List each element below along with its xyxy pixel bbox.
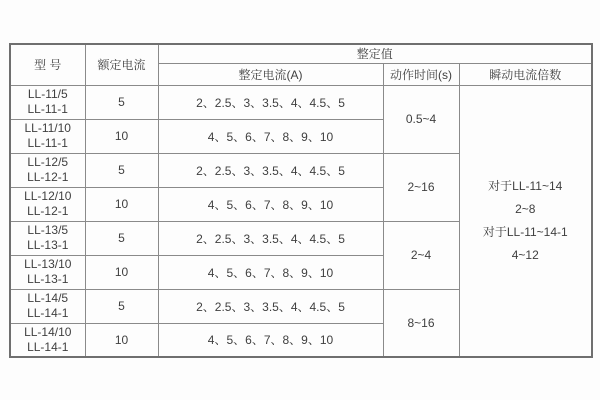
rated-current-cell: 5 (85, 85, 158, 119)
table-row (10, 85, 592, 119)
operate-time-cell: 8~16 (383, 289, 459, 357)
operate-time-cell: 0.5~4 (383, 85, 459, 153)
model-line: LL-14-1 (27, 306, 69, 320)
model-line: LL-13/10 (24, 257, 72, 271)
operate-time-cell: 2~16 (383, 153, 459, 221)
model-line: LL-11-1 (27, 102, 68, 116)
model-cell (10, 221, 85, 255)
rated-current-cell: 10 (85, 255, 158, 289)
header-setting-current: 整定电流(A) (158, 63, 383, 85)
setting-current-cell: 2、2.5、3、3.5、4、4.5、5 (158, 221, 383, 255)
instant-line: 对于LL-11~14 (488, 178, 563, 193)
model-cell (10, 289, 85, 323)
header-setting-value: 整定值 (158, 44, 592, 63)
model-cell (10, 153, 85, 187)
instant-line: 对于LL-11~14-1 (482, 224, 568, 239)
model-line: LL-13-1 (27, 238, 69, 252)
instant-line: 2~8 (515, 201, 536, 216)
rated-current-cell: 5 (85, 221, 158, 255)
setting-current-cell: 2、2.5、3、3.5、4、4.5、5 (158, 153, 383, 187)
model-line: LL-12-1 (27, 204, 69, 218)
operate-time-cell: 2~4 (383, 221, 459, 289)
model-line: LL-12-1 (27, 170, 69, 184)
setting-current-cell: 4、5、6、7、8、9、10 (158, 323, 383, 357)
model-line: LL-13/5 (27, 223, 69, 237)
setting-current-cell: 2、2.5、3、3.5、4、4.5、5 (158, 85, 383, 119)
model-line: LL-14-1 (27, 339, 69, 354)
model-line: LL-12/5 (27, 155, 69, 169)
model-line: LL-12/10 (24, 189, 72, 203)
model-cell (10, 323, 85, 357)
header-instant-multiple: 瞬动电流倍数 (459, 63, 592, 85)
rated-current-cell: 10 (85, 119, 158, 153)
model-line: LL-11/10 (24, 121, 71, 135)
rated-current-cell: 5 (85, 153, 158, 187)
header-operate-time: 动作时间(s) (383, 63, 459, 85)
setting-current-cell: 4、5、6、7、8、9、10 (158, 119, 383, 153)
spec-table (9, 43, 593, 358)
model-line: LL-11/5 (27, 87, 68, 101)
header-model: 型 号 (10, 44, 85, 85)
model-cell (10, 255, 85, 289)
model-cell (10, 187, 85, 221)
rated-current-cell: 10 (85, 323, 158, 357)
setting-current-cell: 4、5、6、7、8、9、10 (158, 255, 383, 289)
model-cell (10, 85, 85, 119)
setting-current-cell: 4、5、6、7、8、9、10 (158, 187, 383, 221)
model-line: LL-11-1 (27, 136, 68, 150)
setting-current-cell: 2、2.5、3、3.5、4、4.5、5 (158, 289, 383, 323)
instant-line: 4~12 (511, 247, 539, 262)
model-line: LL-14/10 (24, 324, 72, 339)
header-rated-current: 额定电流 (85, 44, 158, 85)
instant-multiple-cell (459, 85, 592, 357)
rated-current-cell: 10 (85, 187, 158, 221)
rated-current-cell: 5 (85, 289, 158, 323)
model-line: LL-13-1 (27, 272, 69, 286)
model-line: LL-14/5 (27, 291, 69, 305)
model-cell (10, 119, 85, 153)
